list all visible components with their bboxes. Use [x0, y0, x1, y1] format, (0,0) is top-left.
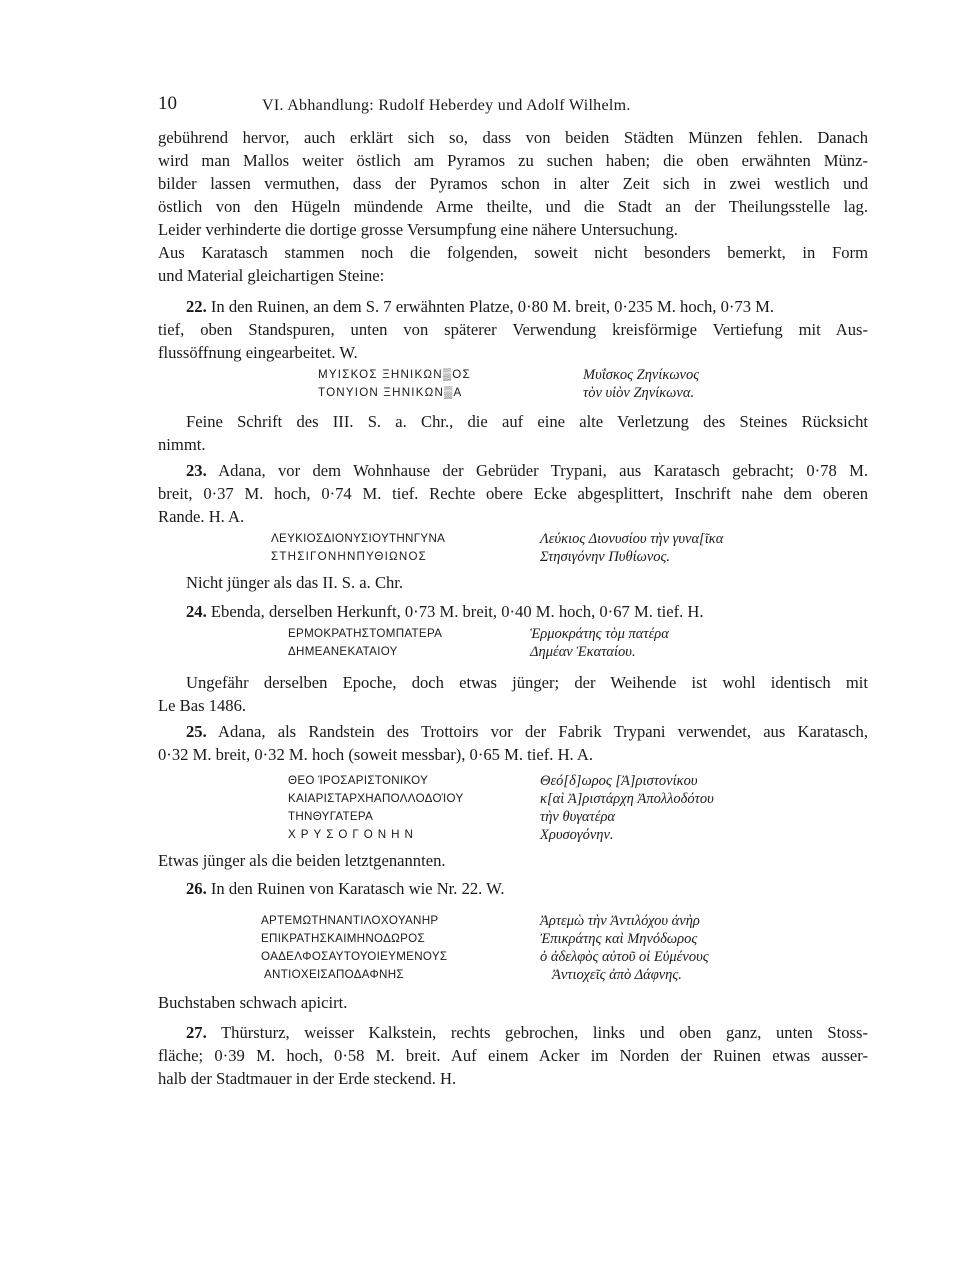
page-number: 10 — [158, 93, 177, 114]
entry-note: Nicht jünger als das II. S. a. Chr. — [186, 573, 404, 592]
entry-description: Rande. H. A. — [158, 507, 245, 526]
transcription-line: τὸν υἱὸν Ζηνίκωνα. — [583, 385, 695, 401]
entry-number: 24. — [186, 602, 207, 621]
entry-24-first-line — [186, 601, 704, 623]
entry-number: 25. — [186, 722, 207, 741]
entry-description: breit, 0·37 M. hoch, 0·74 M. tief. Rechte obere Ecke abgesplittert, Inschrift nahe dem oberen — [158, 484, 868, 503]
entry-27-first-line — [186, 1022, 868, 1044]
inscription-line: ΑΝΤΙΟΧΕΙΣΑΠΟΔΑΦΝΗΣ — [264, 968, 404, 981]
entry-note: nimmt. — [158, 435, 206, 454]
entry-description: Ebenda, derselben Herkunft, 0·73 M. breit, 0·40 M. hoch, 0·67 M. tief. H. — [210, 602, 704, 621]
entry-25-first-line — [186, 721, 868, 743]
transcription-line: ὁ ἀδελφὸς αὐτοῦ οἱ Εὐμένους — [540, 949, 709, 965]
inscription-line: ΤΟΝΥΙΟΝ ΞΗΝΙΚΩΝ▒Α — [318, 386, 463, 399]
inscription-line: ΛΕΥΚΙΟΣΔΙΟΝΥΣΙΟΥΤΗΝΓΥΝΑ — [271, 532, 446, 545]
entry-note: Etwas jünger als die beiden letztgenannten. — [158, 851, 446, 870]
entry-23-first-line — [186, 460, 868, 482]
inscription-line: ΕΠΙΚΡΑΤΗΣΚΑΙΜΗΝΟΔΩΡΟΣ — [261, 932, 425, 945]
entry-note: Buchstaben schwach apicirt. — [158, 993, 348, 1012]
transcription-line: Λεύκιος Διονυσίου τὴν γυνα[ῖκα — [540, 531, 724, 547]
transcription-line: κ[αὶ Ἀ]ριστάρχη Ἀπολλοδότου — [540, 791, 714, 807]
transcription-line: Ἀντιοχεῖς ἀπὸ Δάφνης. — [552, 967, 682, 983]
body-line: Aus Karatasch stammen noch die folgenden, soweit nicht besonders bemerkt, in Form — [158, 243, 868, 262]
entry-number: 26. — [186, 879, 207, 898]
entry-description: In den Ruinen von Karatasch wie Nr. 22. W. — [210, 879, 505, 898]
inscription-line: ΕΡΜΟΚΡΑΤΗΣΤΟΜΠΑΤΕΡΑ — [288, 627, 443, 640]
transcription-line: Ἑρμοκράτης τὸμ πατέρα — [530, 626, 669, 642]
inscription-line: ΧΡΥΣΟΓΟΝΗΝ — [288, 828, 418, 841]
transcription-line: Χρυσογόνην. — [540, 827, 614, 843]
inscription-line: ΑΡΤΕΜΩΤΗΝΑΝΤΙΛΟΧΟΥΑΝΗΡ — [261, 914, 439, 927]
running-title: VI. Abhandlung: Rudolf Heberdey und Adolf Wilhelm. — [262, 97, 631, 114]
entry-description: Adana, vor dem Wohnhause der Gebrüder Trypani, aus Karatasch gebracht; 0·78 M. — [218, 461, 869, 480]
entry-22-first-line — [186, 296, 774, 318]
inscription-line: ΔΗΜΕΑΝΕΚΑΤΑΙΟΥ — [288, 645, 398, 658]
transcription-line: Θεό[δ]ωρος [Ἀ]ριστονίκου — [540, 773, 698, 789]
entry-note: Ungefähr derselben Epoche, doch etwas jünger; der Weihende ist wohl identisch mit — [186, 673, 868, 692]
body-line: Leider verhinderte die dortige grosse Versumpfung eine nähere Untersuchung. — [158, 220, 678, 239]
entry-description: flussöffnung eingearbeitet. W. — [158, 343, 358, 362]
entry-26-first-line — [186, 878, 504, 900]
entry-note: Le Bas 1486. — [158, 696, 247, 715]
entry-note: Feine Schrift des III. S. a. Chr., die auf eine alte Verletzung des Steines Rücksicht — [186, 412, 868, 431]
transcription-line: τὴν θυγατέρα — [540, 809, 616, 825]
entry-description: fläche; 0·39 M. hoch, 0·58 M. breit. Auf einem Acker im Norden der Ruinen etwas ausser- — [158, 1046, 868, 1065]
body-line: östlich von den Hügeln mündende Arme theilte, und die Stadt an der Theilungsstelle lag. — [158, 197, 868, 216]
entry-number: 27. — [186, 1023, 207, 1042]
body-line: und Material gleichartigen Steine: — [158, 266, 385, 285]
transcription-line: Δημέαν Ἑκαταίου. — [530, 644, 636, 660]
transcription-line: Στησιγόνην Πυθίωνος. — [540, 549, 671, 565]
inscription-line: ΟΑΔΕΛΦΟΣΑΥΤΟΥΟΙΕΥΜΕΝΟΥΣ — [261, 950, 448, 963]
body-line: wird man Mallos weiter östlich am Pyramos zu suchen haben; die oben erwähnten Münz- — [158, 151, 868, 170]
transcription-line: Ἐπικράτης καὶ Μηνόδωρος — [540, 931, 698, 947]
entry-number: 23. — [186, 461, 207, 480]
entry-description: Adana, als Randstein des Trottoirs vor der Fabrik Trypani verwendet, aus Karatasch, — [218, 722, 869, 741]
entry-description: 0·32 M. breit, 0·32 M. hoch (soweit messbar), 0·65 M. tief. H. A. — [158, 745, 594, 764]
entry-description: Thürsturz, weisser Kalkstein, rechts gebrochen, links und oben ganz, unten Stoss- — [221, 1023, 868, 1042]
entry-description: tief, oben Standspuren, unten von späterer Verwendung kreisförmige Vertiefung mit Aus- — [158, 320, 868, 339]
inscription-line: ΚΑΙΑΡΙΣΤΑΡΧΗΑΠΟΛΛΟΔΟΊΟΥ — [288, 792, 464, 805]
inscription-line: ΤΗΝΘΥΓΑΤΕΡΑ — [288, 810, 374, 823]
entry-description: In den Ruinen, an dem S. 7 erwähnten Platze, 0·80 M. breit, 0·235 M. hoch, 0·73 M. — [210, 297, 775, 316]
transcription-line: Μυΐσκος Ζηνίκωνος — [583, 367, 700, 383]
entry-number: 22. — [186, 297, 207, 316]
entry-description: halb der Stadtmauer in der Erde steckend. H. — [158, 1069, 457, 1088]
body-line: gebührend hervor, auch erklärt sich so, dass von beiden Städten Münzen fehlen. Danach — [158, 128, 868, 147]
inscription-line: ΣΤΗΣΙΓΟΝΗΝΠΥΘΙΩΝΟΣ — [271, 550, 428, 563]
transcription-line: Ἀρτεμὼ τὴν Ἀντιλόχου ἀνὴρ — [540, 913, 700, 929]
body-line: bilder lassen vermuthen, dass der Pyramos schon in alter Zeit sich in zwei westlich und — [158, 174, 868, 193]
inscription-line: ΜΥΙΣΚΟΣ ΞΗΝΙΚΩΝ▒ΟΣ — [318, 368, 471, 381]
inscription-line: ΘΕΟ ΊΡΟΣΑΡΙΣΤΟΝΙΚΟΥ — [288, 774, 429, 787]
